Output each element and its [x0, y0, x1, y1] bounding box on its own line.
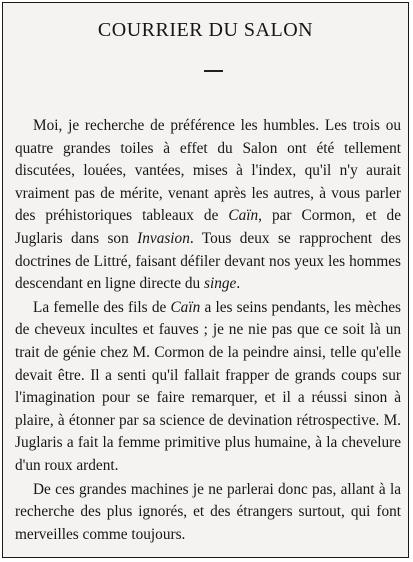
article-title: COURRIER DU SALON [97, 19, 314, 41]
paragraph-1-text-c: . Tous deux se rapprochent des doctrines de Littré, faisant défiler devant nos yeux les hommes descendant en ligne directe du [15, 229, 401, 293]
article-body [15, 115, 401, 546]
emphasis-invasion: Invasion [137, 229, 190, 247]
paragraph-1-text-b: , par Cormon, et de Juglaris dans son [15, 207, 401, 247]
newspaper-page [2, 2, 409, 558]
paragraph-3 [15, 479, 401, 547]
emphasis-cain: Caïn [228, 207, 259, 225]
title-rule [204, 70, 223, 72]
paragraph-2 [15, 297, 401, 478]
paragraph-2-text-a: La femelle des fils de [33, 298, 171, 316]
paragraph-1 [15, 115, 401, 296]
emphasis-cain-2: Caïn [170, 298, 201, 316]
paragraph-3-text: De ces grandes machines je ne parlerai donc pas, allant à la recherche des plus ignorés, et des étrangers surtout, qui font merveilles comme toujours. [15, 480, 401, 543]
emphasis-singe: singe [204, 275, 237, 293]
paragraph-2-text-b: a les seins pendants, les mèches de cheveux incultes et fauves ; je ne nie pas que ce soit là un trait de génie chez M. Cormon de la peindre ainsi, telle qu'elle devait être. Il a senti qu'il fallait frapper de grands coups sur l'imagination pour se faire remarquer, et il a réussi sinon à plaire, à étonner par sa science de devination rétrospective. M. Juglaris a fait la femme primitive plus humaine, à la chevelure d'un roux ardent. [15, 298, 401, 474]
paragraph-1-text-d: . [236, 275, 241, 293]
paragraph-1-text-a: Moi, je recherche de préférence les humbles. Les trois ou quatre grandes toiles à effet du Salon ont été tellement discutées, louées, vantées, mises à l'index, qu'il n'y aurait vraiment pas de mérite, venant après les autres, à vous parler des préhistoriques tableaux de [15, 117, 401, 225]
